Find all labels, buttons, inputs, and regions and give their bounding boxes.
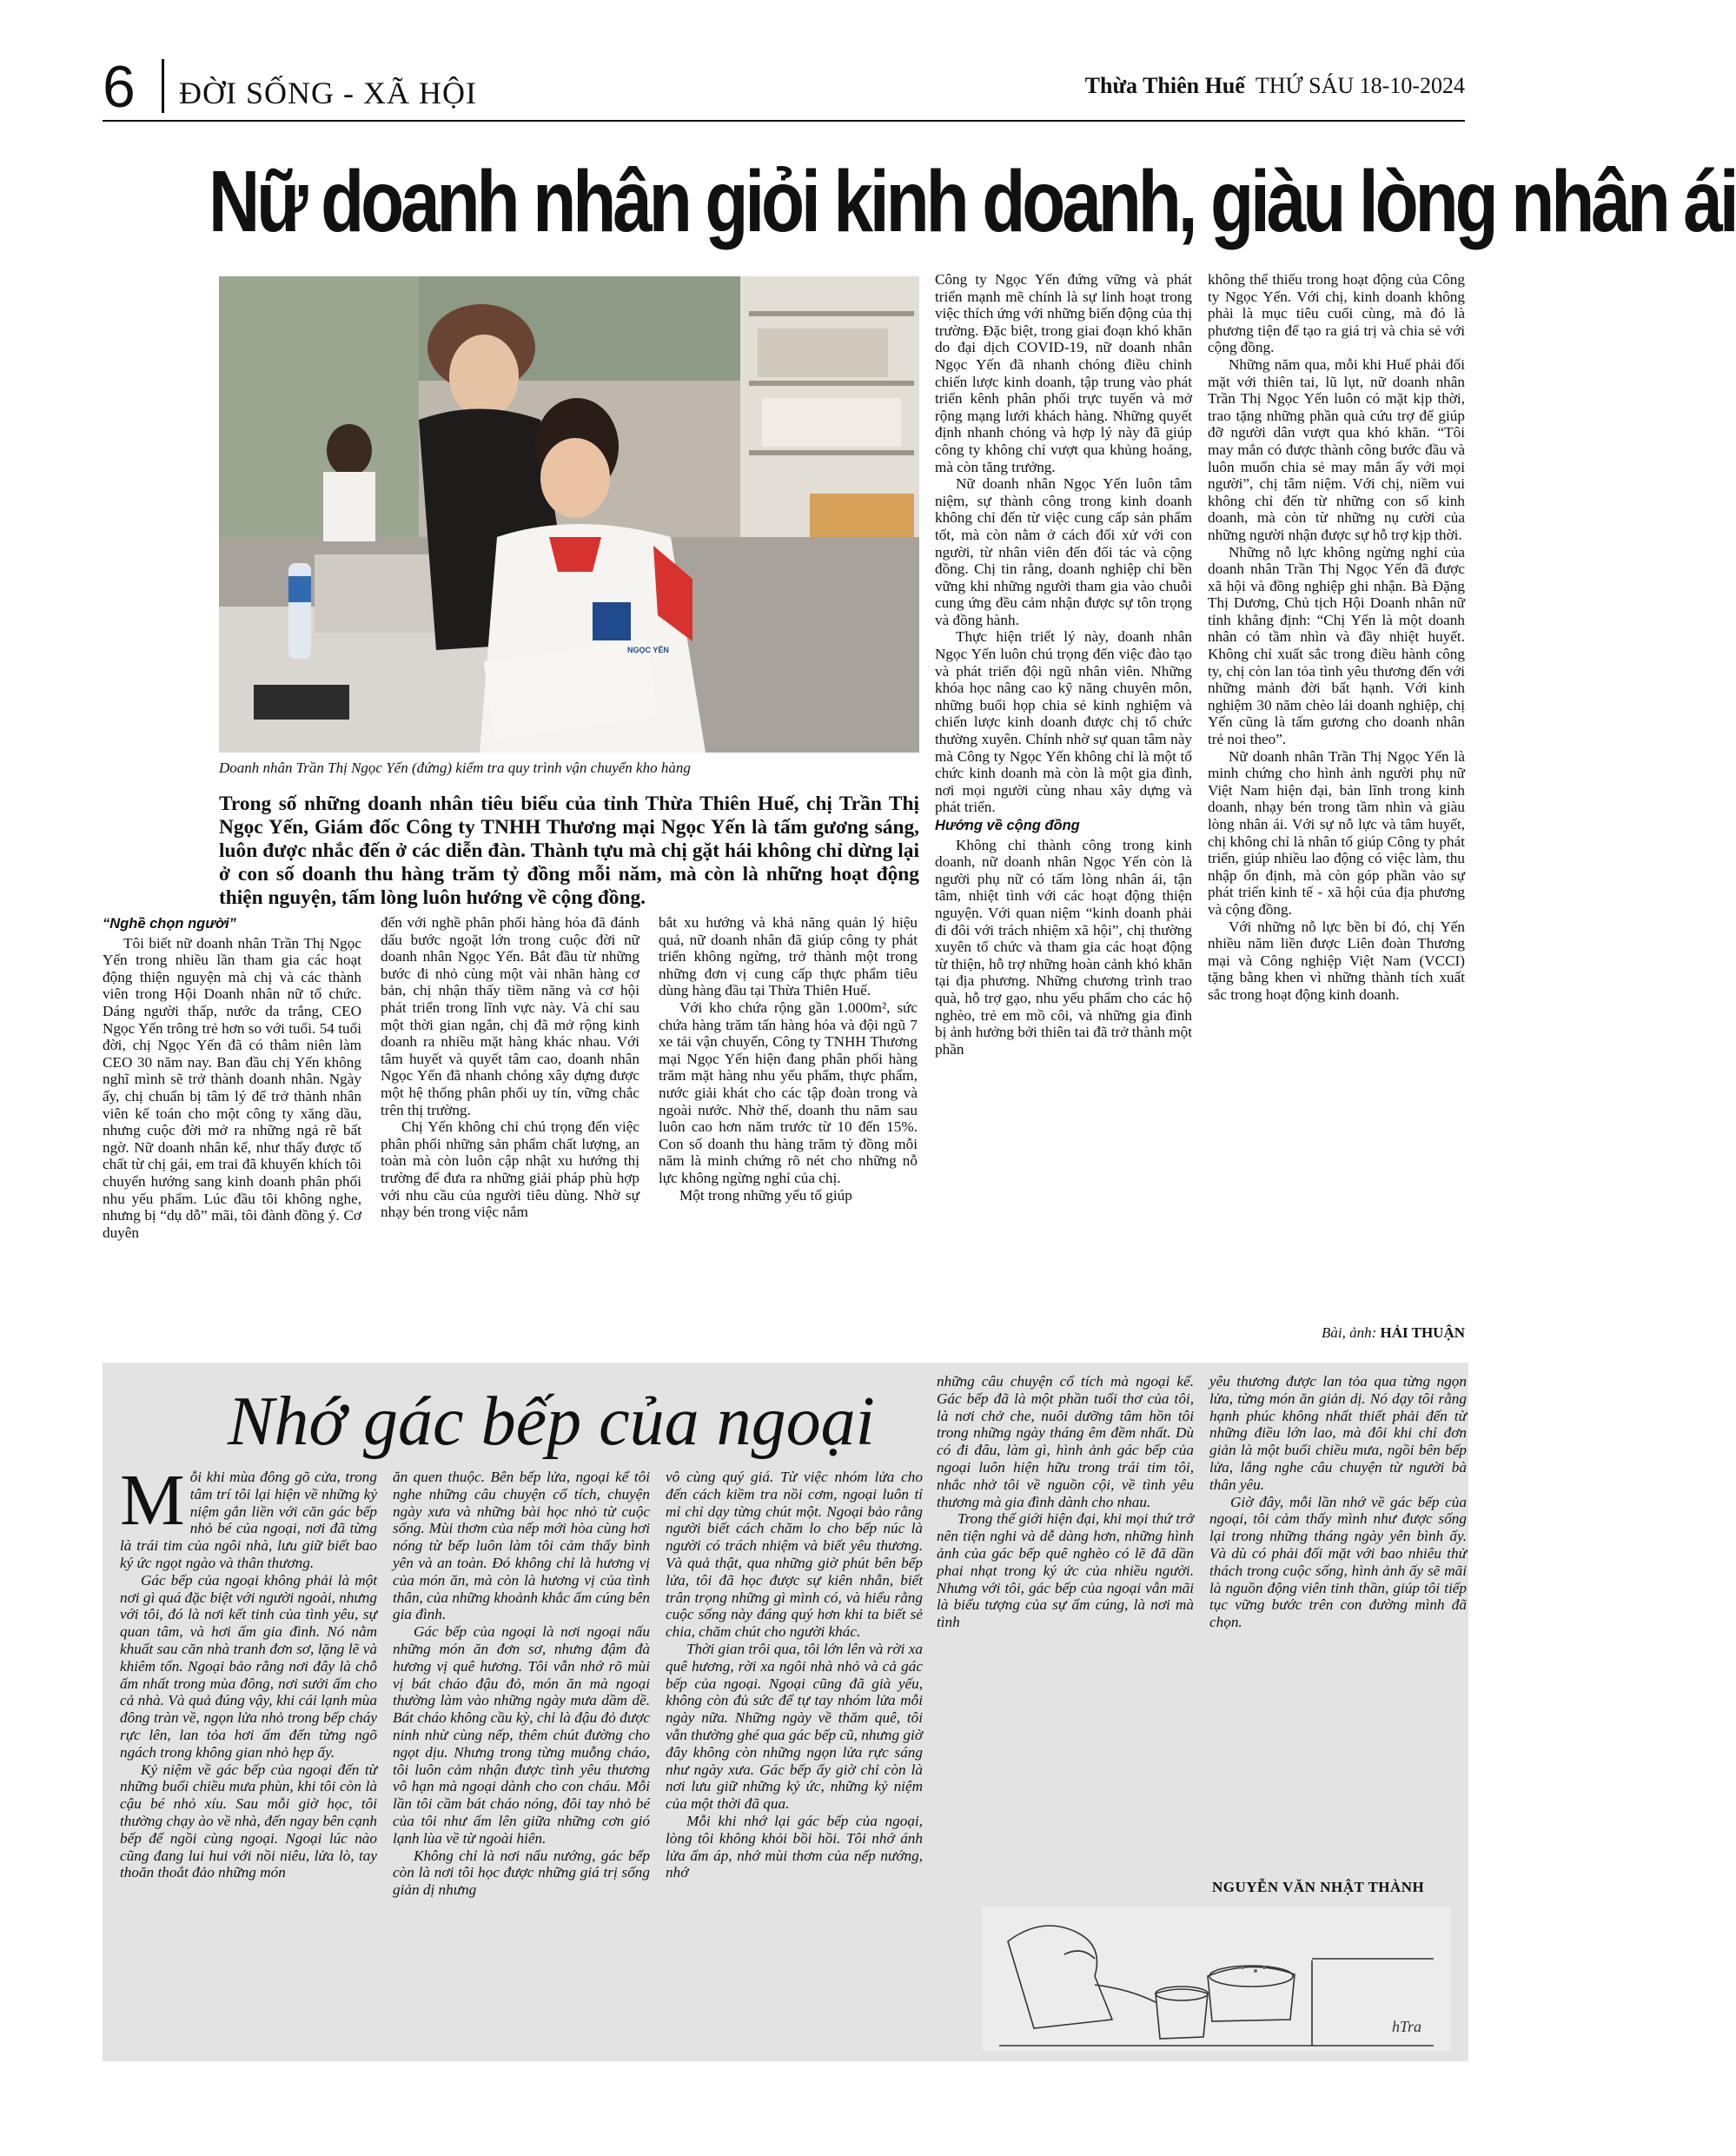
paragraph: Nữ doanh nhân Ngọc Yến luôn tâm niệm, sự thành công trong kinh doanh không chỉ đến từ việc cung cấp sản phẩm tốt, mà còn nằm ở cách đối xử với con người, từ nhân viên đến đối tác và cộng đồng. Chị tin rằng, doanh nghiệp chỉ bền vững khi những người tham gia vào chuỗi cung ứng đều cảm nhận được sự tôn trọng và đồng hành. — [935, 475, 1192, 628]
article1-column-4 — [935, 271, 1192, 1058]
section-title: ĐỜI SỐNG - XÃ HỘI — [179, 76, 477, 110]
subheading-huong-ve-cong-dong: Hướng về cộng đồng — [935, 818, 1080, 833]
essay-column-5 — [1209, 1373, 1467, 1631]
byline-label: Bài, ảnh: — [1322, 1324, 1377, 1341]
paragraph: Với những nỗ lực bền bỉ đó, chị Yến nhiều năm liền được Liên đoàn Thương mại và Công nghiệp Việt Nam (VCCI) tặng bằng khen vì những thành tích xuất sắc trong hoạt động kinh doanh. — [1208, 918, 1465, 1003]
photo-caption: Doanh nhân Trần Thị Ngọc Yến (đứng) kiểm tra quy trình vận chuyển kho hàng — [219, 760, 691, 776]
paragraph: Giờ đây, mỗi lần nhớ về gác bếp của ngoại, tôi cảm thấy mình như được sống lại trong những tháng ngày yên bình ấy. Và dù có phải đối mặt với bao nhiêu thử thách trong cuộc sống, hình ảnh ấy sẽ mãi là nguồn động viên tinh thần, giúp tôi tiếp tục vững bước trên con đường mình đã chọn. — [1209, 1493, 1467, 1631]
article-lead: Trong số những doanh nhân tiêu biểu của tỉnh Thừa Thiên Huế, chị Trần Thị Ngọc Yến, Giám đốc Công ty TNHH Thương mại Ngọc Yến là tấm gương sáng, luôn được nhắc đến ở các diễn đàn. Thành tựu mà chị gặt hái không chỉ dừng lại ở con số doanh thu hàng trăm tỷ đồng mỗi năm, mà còn là những hoạt động thiện nguyện, tấm lòng luôn hướng về cộng đồng. — [219, 793, 919, 909]
paragraph: Thực hiện triết lý này, doanh nhân Ngọc Yến luôn chú trọng đến việc đào tạo và phát triển đội ngũ nhân viên. Những khóa học nâng cao kỹ năng chuyên môn, những buổi họp chia sẻ kinh nghiệm và chiến lược kinh doanh được chị tổ chức thường xuyên. Chính nhờ sự quan tâm này mà Công ty Ngọc Yến không chỉ là một tổ chức kinh doanh mà còn là một gia đình, nơi mọi người cùng nhau xây dựng và phát triển. — [935, 628, 1192, 816]
illustration-signature: hTra — [1392, 2018, 1422, 2035]
essay-author: NGUYỄN VĂN NHẬT THÀNH — [1212, 1879, 1425, 1895]
article1-byline — [1322, 1324, 1465, 1342]
subheading-nghe-chon-nguoi: “Nghề chọn người” — [103, 916, 236, 932]
paragraph: Với kho chứa rộng gần 1.000m², sức chứa hàng trăm tấn hàng hóa và đội ngũ 7 xe tải vận chuyển, Công ty TNHH Thương mại Ngọc Yến hiện đang phân phối hàng trăm mặt hàng nhu yếu phẩm, thực phẩm, nước giải khát cho các tập đoàn trong và ngoài nước. Nhờ thế, doanh thu năm sau luôn cao hơn năm trước từ 10 đến 15%. Con số doanh thu hàng trăm tỷ đồng mỗi năm là minh chứng rõ nét cho những nỗ lực không ngừng nghỉ của chị. — [659, 998, 918, 1186]
essay-column-2 — [393, 1469, 650, 1899]
paragraph: ăn quen thuộc. Bên bếp lửa, ngoại kể tôi nghe những câu chuyện cổ tích, chuyện ngày xưa và những bài học nhỏ từ cuộc sống. Mùi thơm của nếp mới hòa cùng hơi nóng từ bếp luôn làm tôi cảm thấy bình yên và an toàn. Đó không chỉ là hương vị của món ăn, mà còn là hương vị của tình thân, của những khoảnh khắc ấm cúng bên gia đình. — [393, 1469, 650, 1623]
article1-column-1 — [103, 914, 361, 1241]
byline-author: HẢI THUẬN — [1380, 1324, 1465, 1341]
paragraph: Những năm qua, mỗi khi Huế phải đối mặt với thiên tai, lũ lụt, nữ doanh nhân Trần Thị Ngọc Yến luôn có mặt kịp thời, trao tặng những phần quà cứu trợ để giúp đỡ người dân vượt qua khó khăn. “Tôi may mắn có được thành công bước đầu và luôn muốn chia sẻ may mắn ấy với mọi người”, chị tâm niệm. Với chị, niềm vui không chỉ đến từ những con số kinh doanh, mà còn từ những nụ cười của những người nhận được sự hỗ trợ kịp thời. — [1208, 355, 1465, 543]
paragraph: vô cùng quý giá. Từ việc nhóm lửa cho đến cách kiềm tra nồi cơm, ngoại luôn tỉ mỉ chỉ dạy từng chút một. Ngoại bảo rằng người biết cách chăm lo cho bếp núc là người có trách nhiệm và biết yêu thương. Và quả thật, qua những giờ phút bên bếp lửa, tôi đã học được sự kiên nhẫn, biết trân trọng những gì mình có, và hiểu rằng cuộc sống này đáng quý hơn khi ta biết sẻ chia, chăm chút cho người khác. — [666, 1469, 923, 1641]
paragraph: Gác bếp của ngoại không phải là một nơi gì quá đặc biệt với người ngoài, nhưng với tôi, đó là nơi kết tinh của tình yêu, sự quan tâm, và hơi ấm gia đình. Nó nằm khuất sau căn nhà tranh đơn sơ, lặng lẽ và khiêm tốn. Ngoại bảo rằng nơi đây là chỗ ấm nhất trong mùa đông, nơi sưởi ấm cho cả nhà. Và quả đúng vậy, khi cái lạnh mùa đông tràn về, ngọn lửa nhỏ trong bếp cháy rực lên, lan tỏa hơi ấm đến từng ngõ ngách trong không gian nhỏ hẹp ấy. — [120, 1571, 377, 1761]
article1-column-5 — [1208, 271, 1465, 1004]
office-scene-illustration — [219, 276, 919, 753]
essay-column-3 — [666, 1469, 923, 1881]
masthead-info — [1085, 73, 1465, 99]
essay-column-4 — [937, 1373, 1194, 1631]
paragraph: Một trong những yếu tố giúp — [679, 1186, 852, 1204]
article1-column-3 — [659, 914, 918, 1204]
paragraph: bắt xu hướng và khả năng quản lý hiệu quả, nữ doanh nhân đã giúp công ty phát triển không ngừng, trở thành một trong những đơn vị cung cấp thực phẩm tiêu dùng hàng đầu tại Thừa Thiên Huế. — [659, 914, 918, 999]
article-headline: Nữ doanh nhân giỏi kinh doanh, giàu lòng nhân ái — [209, 153, 1736, 250]
essay-title: Nhớ gác bếp của ngoại — [228, 1383, 875, 1460]
article-photo — [219, 276, 919, 753]
grandmother-cooking-sketch — [982, 1907, 1451, 2051]
essay-illustration — [982, 1907, 1451, 2051]
photo-logo-text: NGỌC YẾN — [627, 646, 669, 654]
paragraph: không thể thiếu trong hoạt động của Công ty Ngọc Yến. Với chị, kinh doanh không phải là mục tiêu cuối cùng, mà đó là phương tiện để tạo ra giá trị và chia sẻ với cộng đồng. — [1208, 271, 1465, 356]
paragraph: Không chỉ thành công trong kinh doanh, nữ doanh nhân Ngọc Yến còn là người phụ nữ có tấm lòng nhân ái, tận tâm, nhiệt tình với các hoạt động thiện nguyện. Với quan niệm “kinh doanh phải đi đôi với trách nhiệm xã hội”, chị thường xuyên tổ chức và tham gia các hoạt động từ thiện, hỗ trợ những hoàn cảnh khó khăn tại địa phương. Những chương trình trao quà, hỗ trợ gạo, nhu yếu phẩm cho các hộ nghèo, trẻ em mồ côi, và những gia đình bị ảnh hưởng bởi thiên tai đã trở thành một phần — [935, 836, 1192, 1058]
paragraph — [120, 1460, 377, 1572]
header-divider — [162, 59, 164, 113]
paragraph: những câu chuyện cổ tích mà ngoại kể. Gác bếp đã là một phần tuổi thơ của tôi, là nơi chở che, nuôi dưỡng tâm hồn tôi trong những ngày tháng êm đềm nhất. Dù có đi đâu, làm gì, hình ảnh gác bếp của ngoại luôn hiện hữu trong trái tim tôi, nhắc nhở tôi về nguồn cội, về tình yêu thương mà gia đình dành cho nhau. — [937, 1373, 1194, 1510]
paragraph: Trong thế giới hiện đại, khi mọi thứ trở nên tiện nghi và dễ dàng hơn, những hình ảnh của gác bếp quê nghèo có lẽ đã dần phai nhạt trong ký ức của nhiều người. Nhưng với tôi, gác bếp của ngoại vẫn mãi là biểu tượng của sự ấm cúng, là nơi mà tình — [937, 1510, 1194, 1631]
article1-column-2 — [381, 914, 639, 1221]
page-number: 6 — [103, 54, 136, 120]
paper-name: Thừa Thiên Huế — [1084, 73, 1245, 98]
paragraph-text: ỗi khi mùa đông gõ cửa, trong tâm trí tôi lại hiện về những kỷ niệm gắn liền với căn gác bếp nhỏ bé của ngoại, nơi đã từng là trái tim của ngôi nhà, lưu giữ biết bao ký ức ngọt ngào và thân thương. — [120, 1469, 377, 1571]
paragraph: Nữ doanh nhân Trần Thị Ngọc Yến là minh chứng cho hình ảnh người phụ nữ Việt Nam hiện đại, bản lĩnh trong kinh doanh, nhạy bén trong tầm nhìn và giàu lòng nhân ái. Với sự nỗ lực và tâm huyết, chị không chỉ là nhân tố giúp Công ty phát triển, giúp nhiều lao động có việc làm, thu nhập ổn định, mà còn góp phần vào sự phát triển kinh tế - xã hội của địa phương và cộng đồng. — [1208, 747, 1465, 918]
paragraph: Thời gian trôi qua, tôi lớn lên và rời xa quê hương, rời xa ngôi nhà nhỏ và cả gác bếp của ngoại. Ngoại cũng đã già yếu, không còn đủ sức để tự tay nhóm lửa mỗi ngày nữa. Những ngày về thăm quê, tôi vẫn thường ghé qua gác bếp cũ, nhưng giờ đây không còn những ngọn lửa rực sáng như ngày xưa. Gác bếp ấy giờ chỉ còn là nơi lưu giữ những kỷ ức, những kỷ niệm của một thời đã qua. — [666, 1640, 923, 1813]
paragraph: Công ty Ngọc Yến đứng vững và phát triển mạnh mẽ chính là sự linh hoạt trong việc thích ứng với những biến động của thị trường. Đặc biệt, trong giai đoạn khó khăn do đại dịch COVID-19, nữ doanh nhân Ngọc Yến đã nhanh chóng điều chỉnh chiến lược kinh doanh, tập trung vào phát triển kênh phân phối trực tuyến và mở rộng mạng lưới khách hàng. Những quyết định nhanh chóng và hợp lý này đã giúp công ty không chỉ vượt qua khủng hoảng, mà còn tăng trưởng. — [935, 271, 1192, 475]
paragraph: Chị Yến không chỉ chú trọng đến việc phân phối những sản phẩm chất lượng, an toàn mà còn luôn cập nhật xu hướng thị trường để đưa ra những giải pháp phù hợp với nhu cầu của người tiêu dùng. Nhờ sự nhạy bén trong việc nắm — [381, 1118, 639, 1221]
paragraph: Gác bếp của ngoại là nơi ngoại nấu những món ăn đơn sơ, nhưng đậm đà hương vị quê hương. Tôi vẫn nhớ rõ mùi vị bát cháo đậu đỏ, món ăn mà ngoại thường làm vào những ngày mưa dầm dề. Bát cháo không cầu kỳ, chỉ là đậu đỏ được ninh nhừ cùng nếp, thêm chút đường cho ngọt dịu. Nhưng trong từng muỗng cháo, tôi luôn cảm nhận được tình yêu thương vô hạn mà ngoại dành cho con cháu. Mỗi lần tôi cầm bát cháo nóng, đôi tay nhỏ bé của tôi như ấm lên giữa những cơn gió lạnh lùa về từ ngoài hiên. — [393, 1623, 650, 1847]
dropcap-letter: M — [120, 1460, 185, 1541]
paragraph: Kỷ niệm về gác bếp của ngoại đến từ những buổi chiều mưa phùn, khi tôi còn là cậu bé nhỏ xíu. Sau mỗi giờ học, tôi thường chạy ào về nhà, đến ngay bên cạnh bếp để ngồi cùng ngoại. Ngoại lúc nào cũng đang lui hui với nồi niêu, lửa lò, tay thoăn thoắt đảo những món — [120, 1761, 377, 1881]
paragraph: đến với nghề phân phối hàng hóa đã đánh dấu bước ngoặt lớn trong cuộc đời nữ doanh nhân Ngọc Yến. Bắt đầu từ những bước đi nhỏ cùng một vài nhãn hàng cơ bản, chị nhận thấy tiềm năng và cơ hội phát triển trong lĩnh vực này. Và chỉ sau một thời gian ngắn, chị đã mở rộng kinh doanh ra nhiều mặt hàng khác nhau. Với tâm huyết và quyết tâm cao, doanh nhân Ngọc Yến đã nhanh chóng xây dựng được một hệ thống phân phối uy tín, vững chắc trên thị trường. — [381, 914, 639, 1118]
paragraph: Mỗi khi nhớ lại gác bếp của ngoại, lòng tôi không khỏi bồi hồi. Tôi nhớ ánh lửa ấm áp, nhớ mùi thơm của nếp nướng, nhớ — [666, 1812, 923, 1881]
issue-date: THỨ SÁU 18-10-2024 — [1255, 73, 1465, 98]
paragraph: yêu thương được lan tỏa qua từng ngọn lửa, từng món ăn giản dị. Nó dạy tôi rằng hạnh phúc không nhất thiết phải đến từ những điều lớn lao, mà đôi khi chỉ đơn giản là một buổi chiều mưa, ngồi bên bếp lửa, lắng nghe câu chuyện từ người bà thân yêu. — [1209, 1373, 1467, 1493]
essay-column-1 — [120, 1460, 377, 1881]
paragraph: Tôi biết nữ doanh nhân Trần Thị Ngọc Yến trong nhiều lần tham gia các hoạt động thiện nguyện mà chị và các thành viên trong Hội Doanh nhân nữ tổ chức. Dáng người thấp, nước da trắng, CEO Ngọc Yến trông trẻ hơn so với tuổi. 54 tuổi đời, chị Ngọc Yến đã có thâm niên làm CEO 30 năm nay. Ban đầu chị Yến không nghĩ mình sẽ trở thành doanh nhân. Ngày ấy, chị chuẩn bị tâm lý để trở thành nhân viên kế toán cho một công ty xăng dầu, nhưng cuộc đời mở ra những ngả rẽ bất ngờ. Nữ doanh nhân kể, như thấy được tố chất từ chị gái, em trai đã khuyến khích tôi chuyển hướng sang kinh doanh phân phối nhu yếu phẩm. Lúc đầu tôi không nghe, nhưng bị “dụ dỗ” mãi, tôi đành đồng ý. Cơ duyên — [103, 934, 361, 1241]
header-rule — [103, 120, 1465, 122]
paragraph: Không chỉ là nơi nấu nướng, gác bếp còn là nơi tôi học được những giá trị sống giản dị nhưng — [393, 1847, 650, 1899]
paragraph: Những nỗ lực không ngừng nghỉ của doanh nhân Trần Thị Ngọc Yến đã được xã hội và đồng nghiệp ghi nhận. Bà Đặng Thị Dương, Chủ tịch Hội Doanh nhân nữ tỉnh khẳng định: “Chị Yến là một doanh nhân có tầm nhìn và đầy nhiệt huyết. Không chỉ xuất sắc trong điều hành công ty, chị còn lan tỏa tình yêu thương đến với những mảnh đời bất hạnh. Với kinh nghiệm 30 năm chèo lái doanh nghiệp, chị Yến cũng là tấm gương cho doanh nhân trẻ noi theo”. — [1208, 543, 1465, 748]
